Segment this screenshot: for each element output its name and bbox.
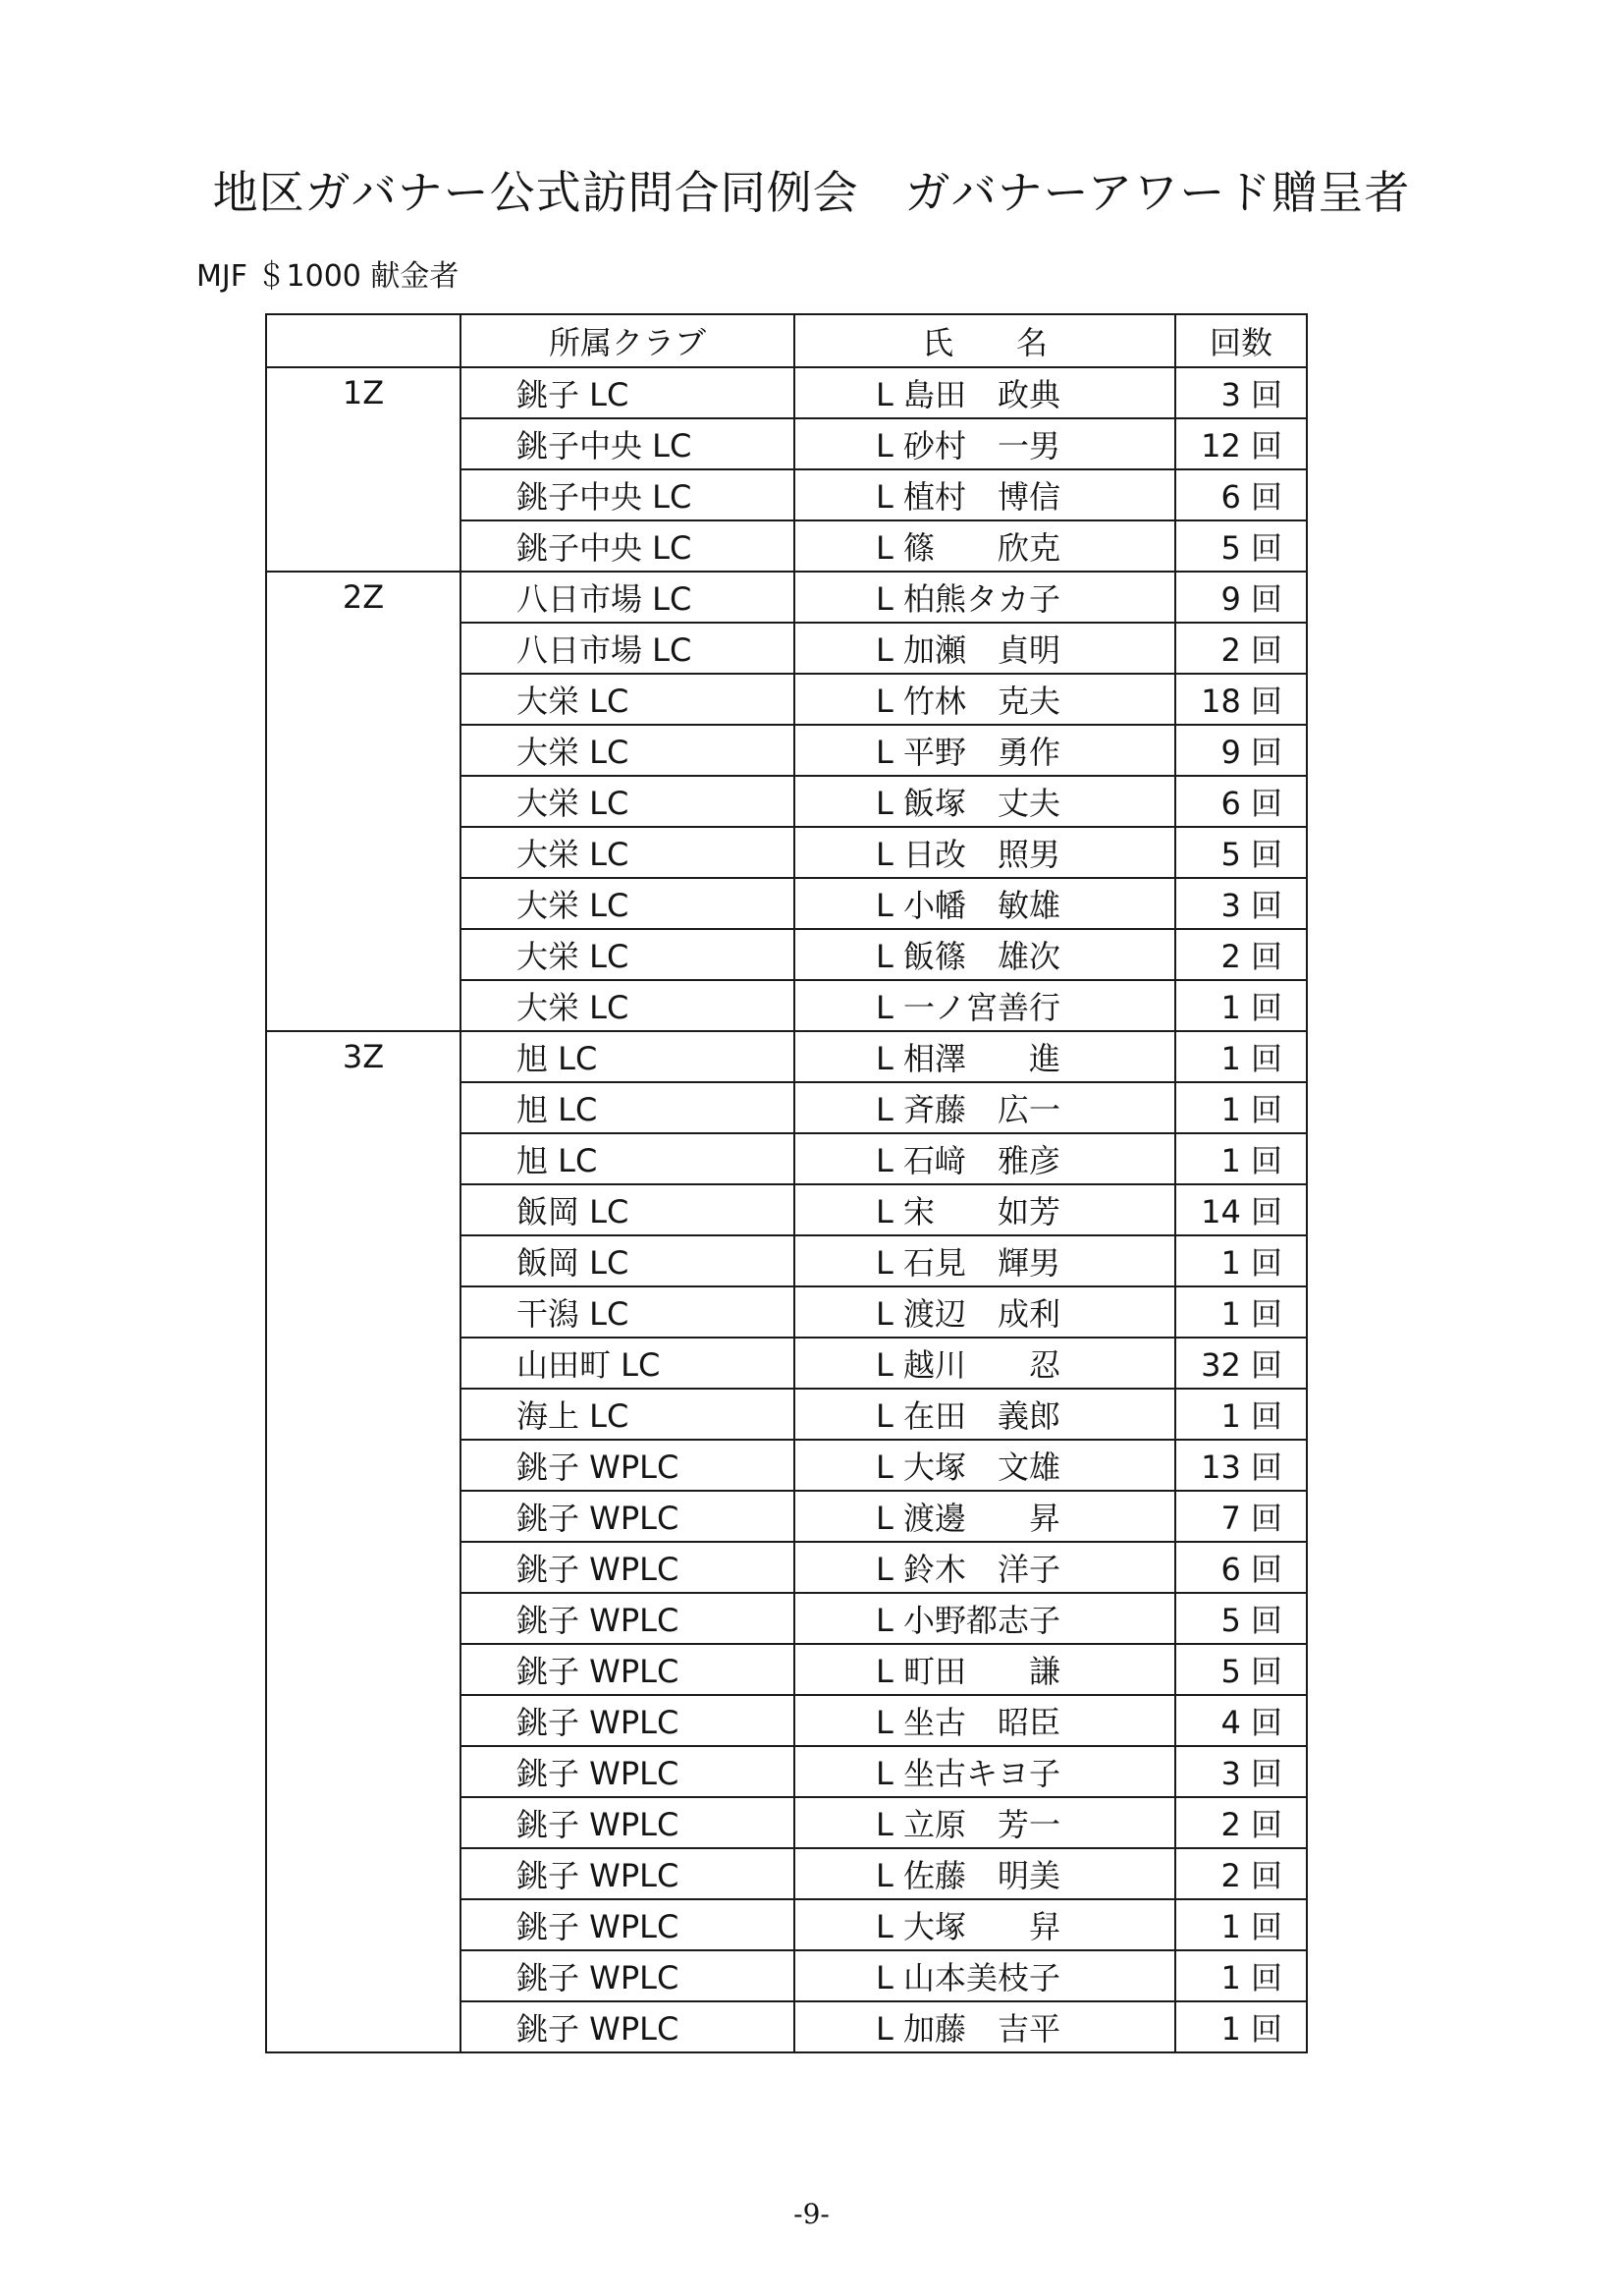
club-cell: 銚子中央 LC (460, 520, 794, 572)
name-cell: L 飯篠 雄次 (794, 929, 1175, 980)
name-cell: L 石見 輝男 (794, 1235, 1175, 1286)
club-cell: 旭 LC (460, 1133, 794, 1184)
count-cell: 5 回 (1175, 520, 1307, 572)
table-header (266, 314, 1307, 367)
club-cell: 銚子 WPLC (460, 1593, 794, 1644)
header-name: 氏 名 (794, 314, 1175, 367)
club-cell: 山田町 LC (460, 1338, 794, 1389)
club-cell: 大栄 LC (460, 827, 794, 878)
header-row (266, 314, 1307, 367)
count-cell: 4 回 (1175, 1695, 1307, 1746)
count-cell: 1 回 (1175, 980, 1307, 1031)
name-cell: L 一ノ宮善行 (794, 980, 1175, 1031)
name-cell: L 山本美枝子 (794, 1950, 1175, 2001)
club-cell: 銚子 WPLC (460, 1848, 794, 1899)
club-cell: 大栄 LC (460, 980, 794, 1031)
club-cell: 銚子 WPLC (460, 1797, 794, 1848)
count-cell: 2 回 (1175, 623, 1307, 674)
count-cell: 18 回 (1175, 674, 1307, 725)
header-zone (266, 314, 460, 367)
name-cell: L 渡辺 成利 (794, 1286, 1175, 1338)
count-cell: 1 回 (1175, 1031, 1307, 1082)
name-cell: L 立原 芳一 (794, 1797, 1175, 1848)
name-cell: L 加瀬 貞明 (794, 623, 1175, 674)
name-cell: L 飯塚 丈夫 (794, 776, 1175, 827)
club-cell: 旭 LC (460, 1031, 794, 1082)
name-cell: L 植村 博信 (794, 469, 1175, 520)
name-cell: L 在田 義郎 (794, 1389, 1175, 1440)
name-cell: L 佐藤 明美 (794, 1848, 1175, 1899)
club-cell: 八日市場 LC (460, 572, 794, 623)
section-subtitle: MJF ＄1000 献金者 (196, 259, 460, 294)
count-cell: 14 回 (1175, 1184, 1307, 1235)
award-table (265, 313, 1308, 2053)
count-cell: 32 回 (1175, 1338, 1307, 1389)
club-cell: 銚子中央 LC (460, 418, 794, 469)
name-cell: L 柏熊タカ子 (794, 572, 1175, 623)
name-cell: L 小幡 敏雄 (794, 878, 1175, 929)
club-cell: 海上 LC (460, 1389, 794, 1440)
club-cell: 大栄 LC (460, 725, 794, 776)
count-cell: 1 回 (1175, 2001, 1307, 2052)
count-cell: 6 回 (1175, 1542, 1307, 1593)
count-cell: 5 回 (1175, 827, 1307, 878)
count-cell: 5 回 (1175, 1644, 1307, 1695)
count-cell: 13 回 (1175, 1440, 1307, 1491)
count-cell: 1 回 (1175, 1235, 1307, 1286)
club-cell: 銚子 WPLC (460, 1746, 794, 1797)
count-cell: 1 回 (1175, 1389, 1307, 1440)
club-cell: 銚子 WPLC (460, 1491, 794, 1542)
club-cell: 大栄 LC (460, 878, 794, 929)
name-cell: L 大塚 舁 (794, 1899, 1175, 1950)
count-cell: 9 回 (1175, 725, 1307, 776)
name-cell: L 平野 勇作 (794, 725, 1175, 776)
club-cell: 飯岡 LC (460, 1235, 794, 1286)
count-cell: 6 回 (1175, 776, 1307, 827)
club-cell: 銚子 WPLC (460, 1542, 794, 1593)
club-cell: 銚子 WPLC (460, 2001, 794, 2052)
club-cell: 銚子 WPLC (460, 1440, 794, 1491)
club-cell: 銚子 WPLC (460, 1899, 794, 1950)
club-cell: 銚子 LC (460, 367, 794, 418)
name-cell: L 石﨑 雅彦 (794, 1133, 1175, 1184)
count-cell: 1 回 (1175, 1286, 1307, 1338)
count-cell: 3 回 (1175, 878, 1307, 929)
count-cell: 2 回 (1175, 1797, 1307, 1848)
name-cell: L 加藤 吉平 (794, 2001, 1175, 2052)
header-count: 回数 (1175, 314, 1307, 367)
name-cell: L 鈴木 洋子 (794, 1542, 1175, 1593)
count-cell: 1 回 (1175, 1950, 1307, 2001)
name-cell: L 斉藤 広一 (794, 1082, 1175, 1133)
page-number: -9- (793, 2198, 830, 2230)
count-cell: 9 回 (1175, 572, 1307, 623)
name-cell: L 坐古 昭臣 (794, 1695, 1175, 1746)
club-cell: 銚子中央 LC (460, 469, 794, 520)
count-cell: 3 回 (1175, 367, 1307, 418)
name-cell: L 越川 忍 (794, 1338, 1175, 1389)
count-cell: 6 回 (1175, 469, 1307, 520)
table-row (266, 572, 1307, 623)
name-cell: L 島田 政典 (794, 367, 1175, 418)
zone-label: 1Z (266, 367, 460, 572)
name-cell: L 日改 照男 (794, 827, 1175, 878)
club-cell: 大栄 LC (460, 776, 794, 827)
page-title: 地区ガバナー公式訪問合同例会 ガバナーアワード贈呈者 (212, 166, 1411, 219)
header-club: 所属クラブ (460, 314, 794, 367)
zone-label: 3Z (266, 1031, 460, 2052)
club-cell: 旭 LC (460, 1082, 794, 1133)
zone-label: 2Z (266, 572, 460, 1031)
table-row (266, 1031, 1307, 1082)
name-cell: L 篠 欣克 (794, 520, 1175, 572)
name-cell: L 渡邊 昇 (794, 1491, 1175, 1542)
club-cell: 大栄 LC (460, 929, 794, 980)
name-cell: L 坐古キヨ子 (794, 1746, 1175, 1797)
name-cell: L 大塚 文雄 (794, 1440, 1175, 1491)
club-cell: 銚子 WPLC (460, 1950, 794, 2001)
club-cell: 飯岡 LC (460, 1184, 794, 1235)
table-body (266, 367, 1307, 2052)
count-cell: 2 回 (1175, 929, 1307, 980)
name-cell: L 竹林 克夫 (794, 674, 1175, 725)
count-cell: 1 回 (1175, 1133, 1307, 1184)
count-cell: 7 回 (1175, 1491, 1307, 1542)
club-cell: 銚子 WPLC (460, 1695, 794, 1746)
count-cell: 3 回 (1175, 1746, 1307, 1797)
table-row (266, 367, 1307, 418)
name-cell: L 相澤 進 (794, 1031, 1175, 1082)
club-cell: 八日市場 LC (460, 623, 794, 674)
club-cell: 干潟 LC (460, 1286, 794, 1338)
club-cell: 銚子 WPLC (460, 1644, 794, 1695)
name-cell: L 宋 如芳 (794, 1184, 1175, 1235)
name-cell: L 砂村 一男 (794, 418, 1175, 469)
count-cell: 12 回 (1175, 418, 1307, 469)
count-cell: 2 回 (1175, 1848, 1307, 1899)
count-cell: 5 回 (1175, 1593, 1307, 1644)
count-cell: 1 回 (1175, 1082, 1307, 1133)
count-cell: 1 回 (1175, 1899, 1307, 1950)
club-cell: 大栄 LC (460, 674, 794, 725)
name-cell: L 町田 謙 (794, 1644, 1175, 1695)
name-cell: L 小野都志子 (794, 1593, 1175, 1644)
